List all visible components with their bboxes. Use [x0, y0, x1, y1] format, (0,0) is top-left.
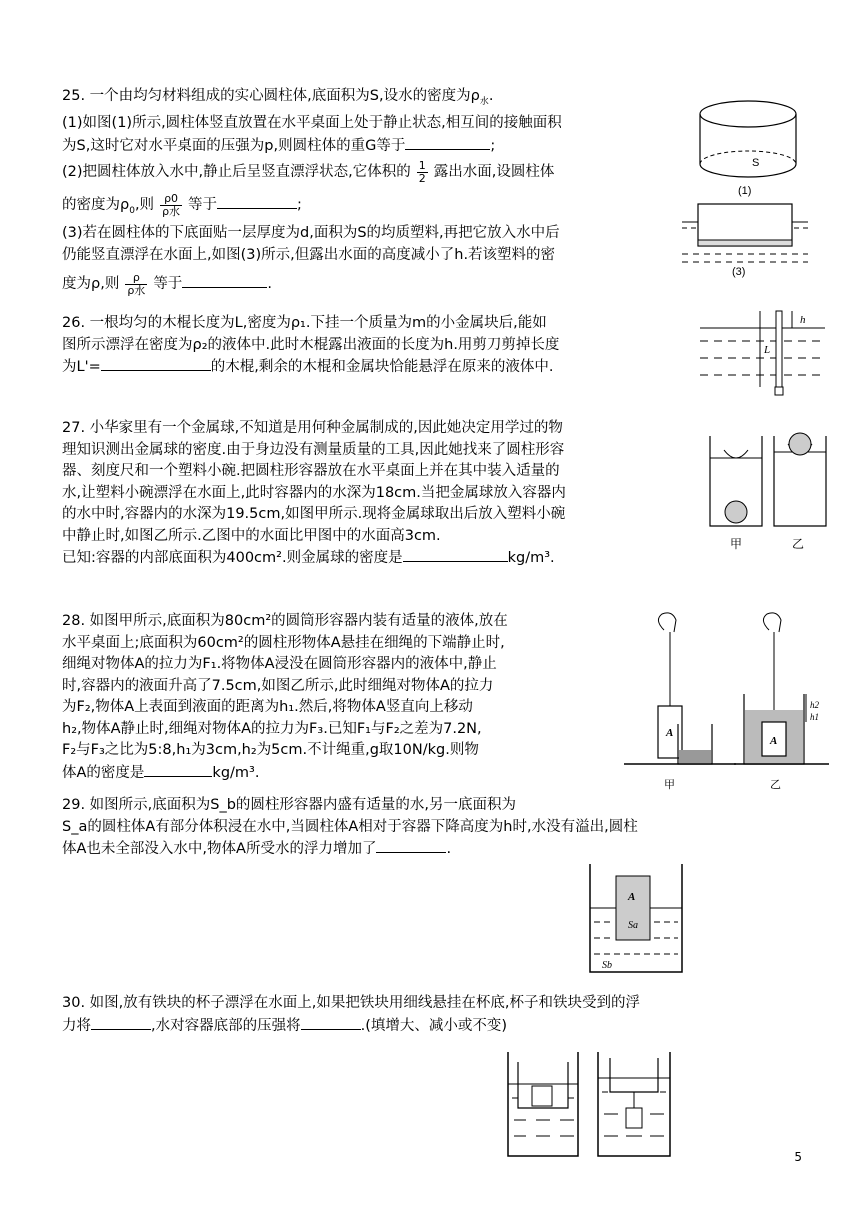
fig-jia-label: 甲	[730, 537, 743, 551]
q30-figure	[504, 1048, 676, 1160]
answer-blank[interactable]	[301, 1015, 361, 1030]
fig-Sb-label: Sb	[602, 960, 612, 971]
q27-line: 器、刻度尺和一个塑料小碗.把圆柱形容器放在水平桌面上并在其中装入适量的	[62, 463, 560, 479]
q27-line: 27. 小华家里有一个金属球,不知道是用何种金属制成的,因此她决定用学过的物	[62, 420, 563, 436]
q25-line: 的密度为ρ	[62, 197, 130, 214]
q28-line: 为F₂,物体A上表面到液面的距离为h₁.然后,将物体A竖直向上移动	[62, 699, 473, 715]
fig-h-label: h	[800, 314, 806, 326]
frac-num: ρ0	[160, 193, 182, 206]
q29-line: .	[446, 841, 452, 857]
q27-line: 已知:容器的内部底面积为400cm².则金属球的密度是	[62, 550, 403, 566]
fig-A-label: A	[666, 727, 674, 739]
fig-yi-label: 乙	[792, 537, 805, 551]
fig-h1-label: h1	[810, 712, 819, 722]
question-25: 25. 一个由均匀材料组成的实心圆柱体,底面积为S,设水的密度为$\rho_水$. (1)如图(1)所示,圆柱体竖直放置在水平桌面上处于静止状态,相互间的接触面积 为S,这时它对水平桌面的压强为p,则圆柱体的重G等于 ; (2)把圆柱体放入水中,静止后呈竖直漂浮状态,它体积的 $\frac{1}{2}$ 露出水面,设圆柱体 的密度为$\rho_0$,则 $\frac{\rho 0}{\text{ρ水}}$ 等于 ; (3)若在圆柱体的下底面贴一层厚度为d,面积为S的均质塑料,再把它放入水中后 仍能竖直漂浮在水面上,如图(3)所示,但露出水面的高度减小了h.若该塑料的密 度为ρ,则 $\frac{\rho}{\text{ρ水}}$ 等于 .	[62, 88, 562, 297]
fig-A-label: A	[628, 891, 636, 903]
q30-line: ,水对容器底部的压强将	[151, 1017, 301, 1034]
q26-line: 的木棍,剩余的木棍和金属块恰能悬浮在原来的液体中.	[210, 359, 554, 375]
q28-line: 细绳对物体A的拉力为F₁.将物体A浸没在圆筒形容器内的液体中,静止	[62, 656, 497, 672]
q28-line: 水平桌面上;底面积为60cm²的圆柱形物体A悬挂在细绳的下端静止时,	[62, 634, 505, 651]
q28-line: 28. 如图甲所示,底面积为80cm²的圆筒形容器内装有适量的液体,放在	[62, 613, 508, 629]
fig3-label: (3)	[732, 266, 746, 278]
answer-blank[interactable]	[405, 135, 490, 150]
fig-A2-label: A	[770, 735, 778, 747]
frac-den: ρ水	[127, 283, 146, 297]
q25-line: (1)如图(1)所示,圆柱体竖直放置在水平桌面上处于静止状态,相互间的接触面积	[62, 115, 562, 132]
page-number: 5	[794, 1150, 802, 1164]
question-30	[62, 993, 640, 1037]
q25-line: 等于	[188, 197, 218, 214]
q30-line: .(填增大、减小或不变)	[360, 1017, 508, 1034]
q25-punct: .	[267, 276, 272, 293]
q27-line: 中静止时,如图乙所示.乙图中的水面比甲图中的水面高3cm.	[62, 527, 441, 544]
answer-blank[interactable]	[91, 1015, 151, 1030]
answer-blank[interactable]	[144, 762, 212, 777]
q25-figure-floating	[680, 200, 810, 280]
q29-line: S_a的圆柱体A有部分体积浸在水中,当圆柱体A相对于容器下降高度为h时,水没有溢出,圆柱	[62, 818, 638, 835]
answer-blank[interactable]	[376, 838, 446, 853]
q25-subscript: 水	[479, 96, 489, 107]
q25-line: 等于	[153, 276, 183, 293]
q27-figure-containers	[700, 430, 830, 555]
fig-h2-label: h2	[810, 700, 819, 710]
fig-L-label: L	[764, 344, 771, 356]
q25-punct: ;	[297, 197, 302, 214]
q25-line: 为S,这时它对水平桌面的压强为p,则圆柱体的重G等于	[62, 137, 406, 154]
q25-line: 25. 一个由均匀材料组成的实心圆柱体,底面积为S,设水的密度为ρ	[62, 88, 480, 104]
fig-s-label: S	[752, 157, 760, 169]
q25-line: 露出水面,设圆柱体	[433, 164, 555, 181]
frac-den: 2	[418, 171, 426, 185]
q25-line: ,则	[134, 197, 155, 214]
q25-line: (2)把圆柱体放入水中,静止后呈竖直漂浮状态,它体积的	[62, 164, 411, 181]
q26-line: 26. 一根均匀的木棍长度为L,密度为ρ₁.下挂一个质量为m的小金属块后,能如	[62, 315, 547, 331]
q28-line: kg/m³.	[212, 764, 260, 781]
fraction-half	[417, 160, 428, 185]
q25-line: 仍能竖直漂浮在水面上,如图(3)所示,但露出水面的高度减小了h.若该塑料的密	[62, 246, 556, 263]
q27-line: 理知识测出金属球的密度.由于身边没有测量质量的工具,因此她找来了圆柱形容	[62, 441, 565, 458]
q25-line: (3)若在圆柱体的下底面贴一层厚度为d,面积为S的均质塑料,再把它放入水中后	[62, 225, 560, 242]
q27-line: 水,让塑料小碗漂浮在水面上,此时容器内的水深为18cm.当把金属球放入容器内	[62, 484, 566, 501]
question-26	[62, 313, 559, 379]
q30-line: 30. 如图,放有铁块的杯子漂浮在水面上,如果把铁块用细线悬挂在杯底,杯子和铁块受到的浮	[62, 995, 640, 1011]
q28-line: 体A的密度是	[62, 764, 145, 781]
q29-figure	[586, 860, 686, 975]
q25-punct: ;	[490, 137, 496, 154]
q29-line: 29. 如图所示,底面积为S_b的圆柱形容器内盛有适量的水,另一底面积为	[62, 797, 517, 813]
question-27	[62, 418, 566, 570]
q26-line: 图所示漂浮在密度为ρ₂的液体中.此时木棍露出液面的长度为h.用剪刀剪掉长度	[62, 336, 560, 353]
fig1-label: (1)	[738, 185, 752, 197]
q26-line: 为L'=	[62, 359, 101, 375]
q28-figure	[624, 610, 829, 800]
fraction-rho	[125, 272, 147, 297]
q25-line: 度为ρ,则	[62, 276, 120, 293]
answer-blank[interactable]	[182, 273, 267, 288]
fig-jia-label: 甲	[664, 778, 675, 791]
fraction-rho0	[160, 193, 182, 218]
q26-figure-stick	[700, 303, 825, 403]
answer-blank[interactable]	[217, 194, 297, 209]
q28-line: 时,容器内的液面升高了7.5cm,如图乙所示,此时细绳对物体A的拉力	[62, 677, 494, 694]
q25-figure-cylinder	[694, 96, 804, 206]
question-29	[62, 795, 638, 861]
frac-den: ρ水	[162, 204, 181, 218]
fig-yi-label: 乙	[770, 778, 781, 791]
frac-num: 1	[418, 158, 426, 172]
q25-subscript: 0	[129, 206, 135, 217]
q27-line: 的水中时,容器内的水深为19.5cm,如图甲所示.现将金属球取出后放入塑料小碗	[62, 506, 566, 522]
answer-blank[interactable]	[101, 356, 211, 371]
question-28	[62, 611, 508, 784]
fig-Sa-label: Sa	[628, 920, 638, 931]
q29-line: 体A也未全部没入水中,物体A所受水的浮力增加了	[62, 841, 377, 857]
q28-line: h₂,物体A静止时,细绳对物体A的拉力为F₃.已知F₁与F₂之差为7.2N,	[62, 720, 482, 737]
q27-line: kg/m³.	[507, 550, 555, 566]
q30-line: 力将	[62, 1017, 91, 1034]
frac-num: ρ	[125, 272, 147, 285]
answer-blank[interactable]	[403, 547, 508, 562]
q28-line: F₂与F₃之比为5:8,h₁为3cm,h₂为5cm.不计绳重,g取10N/kg.则物	[62, 742, 479, 758]
